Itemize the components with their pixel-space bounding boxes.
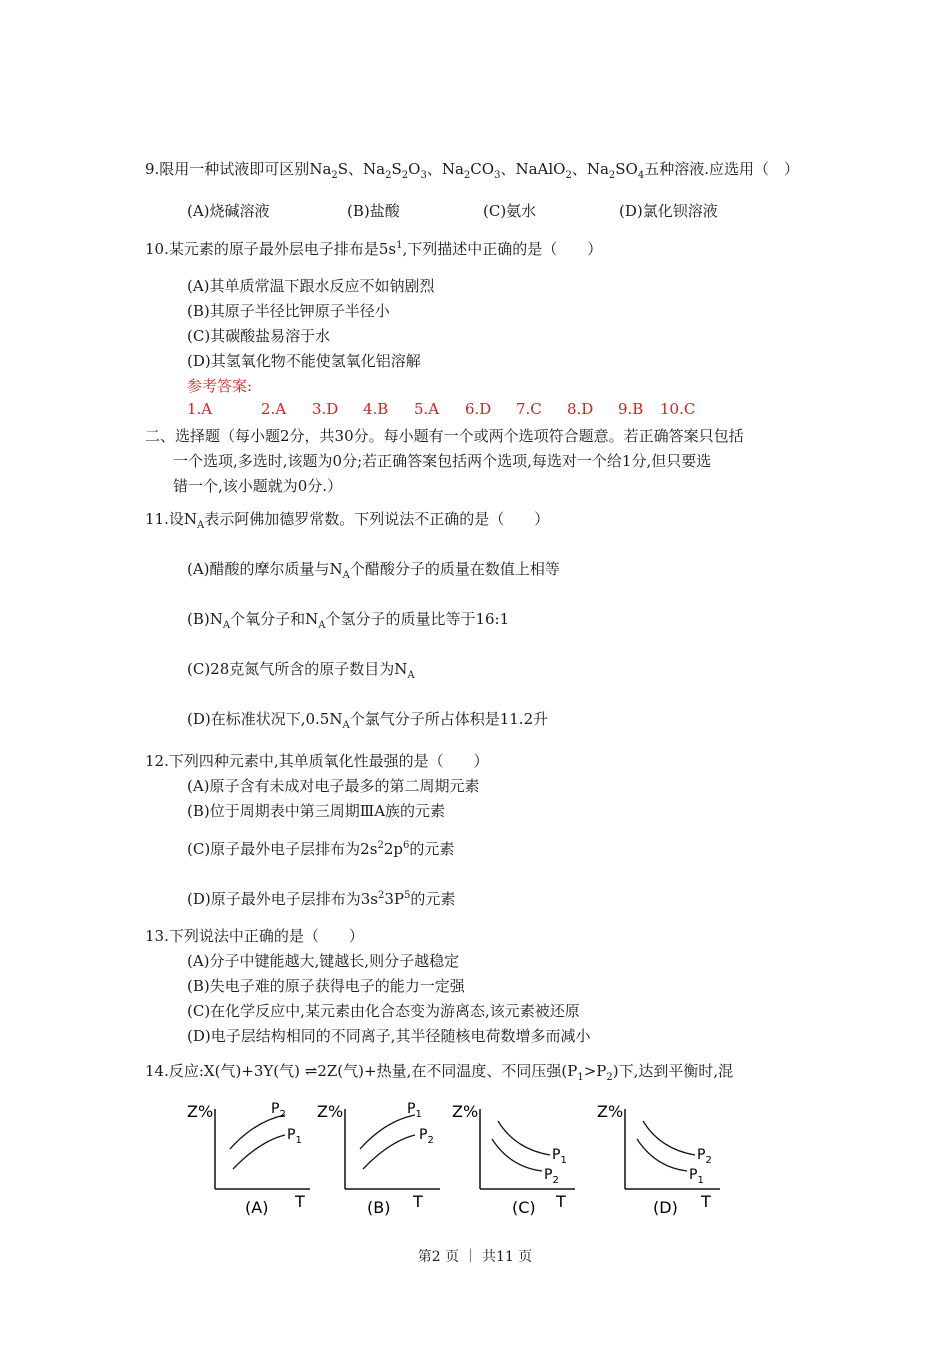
answer-item: 1.A bbox=[187, 400, 213, 418]
section2-heading-line1: 二、选择题（每小题2分，共30分。每小题有一个或两个选项符合题意。若正确答案只包括 bbox=[145, 427, 744, 445]
q13-option-d: (D)电子层结构相同的不同离子,其半径随核电荷数增多而减小 bbox=[187, 1027, 591, 1045]
graph-x-label: T bbox=[295, 1192, 305, 1211]
q11-stem: 11.设$N_A$表示阿佛加德罗常数。下列说法不正确的是（ ） bbox=[145, 510, 550, 531]
q14-stem: 14.反应:X(气)+3Y(气) ⇌2Z(气)+热量,在不同温度、不同压强$(P_1>P_2)$下,达到平衡时,混 bbox=[145, 1062, 734, 1083]
curve-lower bbox=[233, 1135, 285, 1169]
graph-x-label: T bbox=[556, 1192, 566, 1211]
answer-item: 4.B bbox=[363, 400, 389, 418]
section2-heading-line2: 一个选项,多选时,该题为0分;若正确答案包括两个选项,每选对一个给1分,但只要选 bbox=[173, 452, 712, 470]
curve-upper bbox=[498, 1121, 550, 1155]
graph-y-label: Z% bbox=[452, 1102, 479, 1121]
curve-label-upper: $P_1$ bbox=[407, 1101, 422, 1120]
curve-label-lower: $P_2$ bbox=[544, 1167, 559, 1186]
q11-option-b: $(B)N_A$个氧分子和$N_A$个氢分子的质量比等于16:1 bbox=[187, 610, 510, 631]
q12-option-c: (C)原子最外电子层排布为$2s^22p^6$的元素 bbox=[187, 840, 455, 858]
q9-option-d: (D)氯化钡溶液 bbox=[619, 202, 718, 220]
q12-option-d: (D)原子最外电子层排布为$3s^23P^5$的元素 bbox=[187, 890, 456, 908]
q12-option-b: (B)位于周期表中第三周期ⅢA族的元素 bbox=[187, 802, 446, 820]
curve-label-lower: $P_2$ bbox=[419, 1127, 434, 1146]
curve-lower bbox=[492, 1139, 542, 1171]
q12-option-a: (A)原子含有未成对电子最多的第二周期元素 bbox=[187, 777, 480, 795]
answer-item: 9.B bbox=[618, 400, 644, 418]
q12-stem: 12.下列四种元素中,其单质氧化性最强的是（ ） bbox=[145, 752, 489, 770]
answers-title: 参考答案: bbox=[187, 377, 253, 395]
answer-item: 5.A bbox=[414, 400, 440, 418]
graph-c bbox=[450, 1097, 580, 1226]
graph-a bbox=[185, 1097, 315, 1226]
curve-lower bbox=[637, 1139, 687, 1171]
q9-option-c: (C)氨水 bbox=[483, 202, 537, 220]
curve-upper bbox=[360, 1115, 415, 1149]
graph-caption: (D) bbox=[653, 1198, 678, 1217]
answer-item: 8.D bbox=[567, 400, 594, 418]
answers-list bbox=[187, 400, 695, 418]
graph-y-label: Z% bbox=[317, 1102, 344, 1121]
q10-option-a: (A)其单质常温下跟水反应不如钠剧烈 bbox=[187, 277, 435, 295]
graph-y-label: Z% bbox=[187, 1102, 214, 1121]
q13-option-c: (C)在化学反应中,某元素由化合态变为游离态,该元素被还原 bbox=[187, 1002, 580, 1020]
curve-label-lower: $P_1$ bbox=[689, 1167, 704, 1186]
graph-b bbox=[315, 1097, 445, 1226]
q13-stem: 13.下列说法中正确的是（ ） bbox=[145, 927, 364, 945]
q10-option-c: (C)其碳酸盐易溶于水 bbox=[187, 327, 331, 345]
answer-item: 10.C bbox=[660, 400, 696, 418]
graph-caption: (A) bbox=[245, 1198, 269, 1217]
q11-option-d: (D)在标准状况下$,0.5N_A$个氯气分子所占体积是11.2升 bbox=[187, 710, 549, 731]
answer-item: 7.C bbox=[516, 400, 542, 418]
curve-lower bbox=[363, 1135, 415, 1169]
graph-caption: (C) bbox=[512, 1198, 536, 1217]
answer-item: 2.A bbox=[261, 400, 287, 418]
q11-option-c: (C)28克氮气所含的原子数目为$N_A$ bbox=[187, 660, 415, 681]
q10-stem: 10.某元素的原子最外层电子排布是$5s^1$,下列描述中正确的是（ ） bbox=[145, 240, 603, 258]
q10-option-b: (B)其原子半径比钾原子半径小 bbox=[187, 302, 390, 320]
q13-option-b: (B)失电子难的原子获得电子的能力一定强 bbox=[187, 977, 465, 995]
graph-d bbox=[595, 1097, 725, 1226]
curve-label-upper: $P_2$ bbox=[271, 1101, 286, 1120]
page-footer: 第2 页 ｜ 共11 页 bbox=[417, 1249, 533, 1265]
graph-caption: (B) bbox=[367, 1198, 391, 1217]
q13-option-a: (A)分子中键能越大,键越长,则分子越稳定 bbox=[187, 952, 460, 970]
q9-option-b: (B)盐酸 bbox=[347, 202, 400, 220]
curve-label-upper: $P_2$ bbox=[697, 1147, 712, 1166]
curve-label-upper: $P_1$ bbox=[552, 1147, 567, 1166]
curve-upper bbox=[643, 1121, 695, 1155]
graph-y-label: Z% bbox=[597, 1102, 624, 1121]
section2-heading-line3: 错一个,该小题就为0分.） bbox=[173, 477, 343, 495]
q9-stem: 9.限用一种试液即可区别$Na_2S$、$Na_2S_2O_3$、$Na_2CO_3$、NaAlO$_2$、$Na_2SO_4$五种溶液.应选用（ ） bbox=[145, 160, 800, 181]
answer-item: 3.D bbox=[312, 400, 339, 418]
q11-option-a: (A)醋酸的摩尔质量与$N_A$个醋酸分子的质量在数值上相等 bbox=[187, 560, 560, 581]
graph-x-label: T bbox=[413, 1192, 423, 1211]
q9-option-a: (A)烧碱溶液 bbox=[187, 202, 270, 220]
q10-option-d: (D)其氢氧化物不能使氢氧化铝溶解 bbox=[187, 352, 421, 370]
curve-label-lower: $P_1$ bbox=[287, 1127, 302, 1146]
curve-upper bbox=[230, 1115, 285, 1149]
graph-x-label: T bbox=[701, 1192, 711, 1211]
answer-item: 6.D bbox=[465, 400, 492, 418]
